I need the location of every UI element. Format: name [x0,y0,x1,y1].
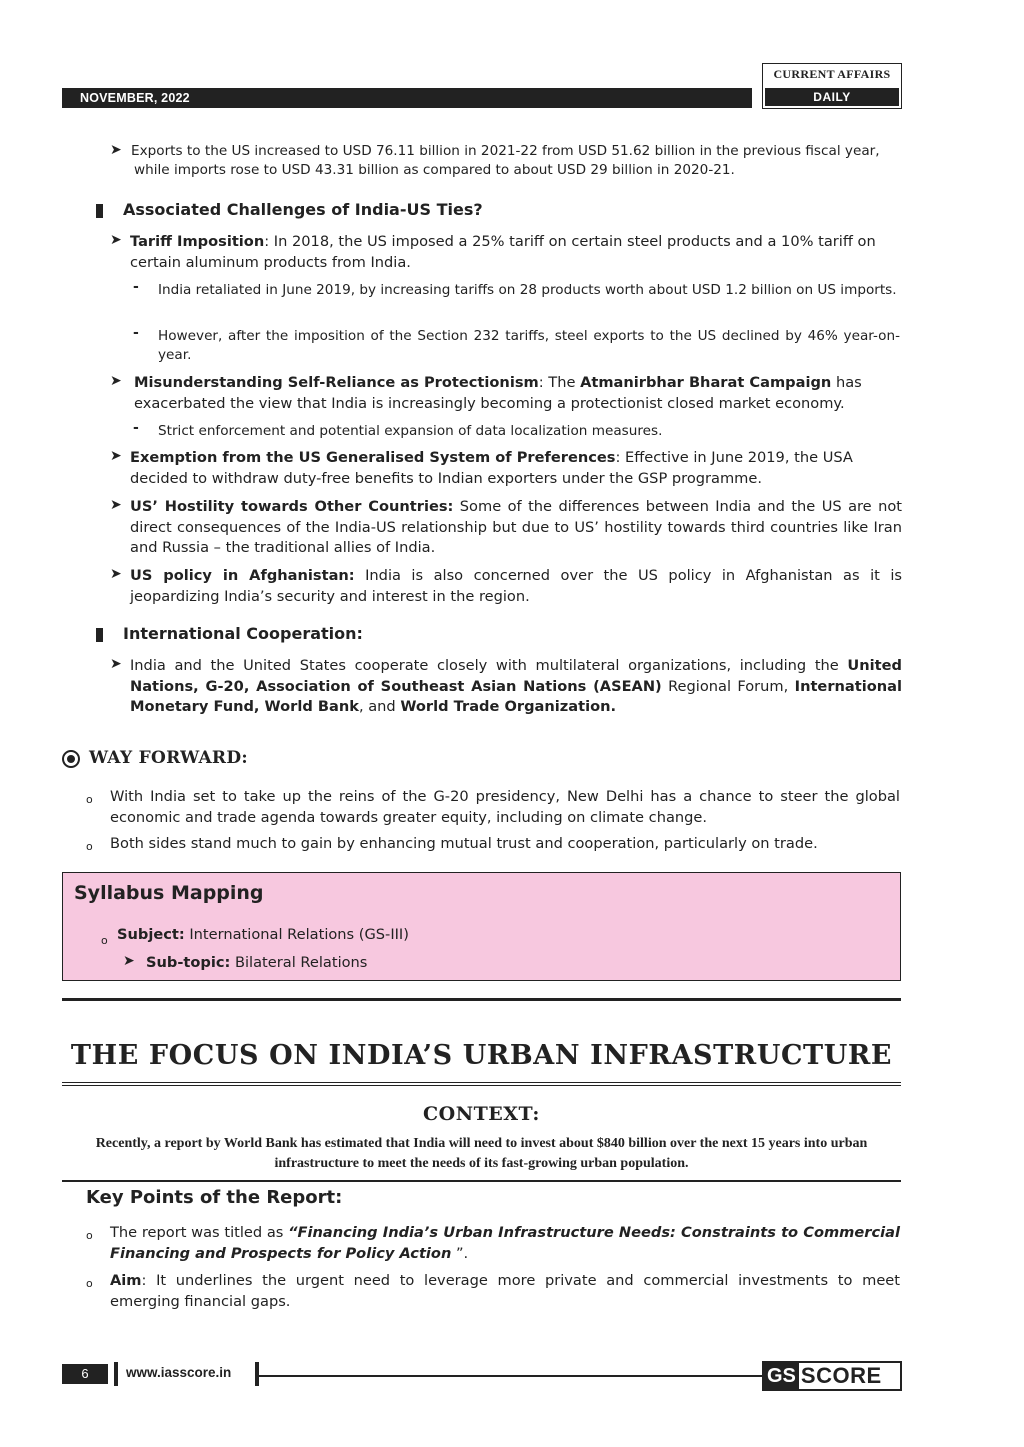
coop-orgs1: United Nations, G-20, Association of Southeast Asian Nations (ASEAN) [130,657,902,695]
cooperation-heading: International Cooperation: [123,624,363,643]
tariff-sub2: However, after the imposition of the Section 232 tariffs, steel exports to the US declined by 46% year-on-year. [158,328,900,363]
badge-line2: DAILY [765,88,899,106]
hostility-text: Some of the differences between India and the US are not direct consequences of the India-US relationship but due to US’ hostility towards third countries like Iran and Russia – the traditional allies of India. [130,498,902,556]
dash-bullet-icon: - [133,325,139,341]
misunderstanding-paragraph [134,373,902,414]
arrow-bullet-icon: ➤ [110,232,122,248]
coop-text1: India and the United States cooperate closely with multilateral organizations, including the [130,657,848,674]
tariff-sub1: India retaliated in June 2019, by increasing tariffs on 28 products worth about USD 1.2 billion on US imports. [158,282,897,298]
kp1-end: ”. [451,1244,469,1262]
kp1-text: The report was titled as [110,1224,289,1241]
afghanistan-paragraph [130,566,902,607]
footer-separator [114,1362,118,1386]
syllabus-mapping-box [62,872,901,981]
circle-bullet-icon: o [86,793,93,806]
dash-bullet-icon: - [133,279,139,295]
way-forward-title: WAY FORWARD: [89,748,248,768]
way-forward-bullet-1: With India set to take up the reins of the G-20 presidency, New Delhi has a chance to steer the global economic and trade agenda towards greater equity, including on climate change. [110,788,900,826]
dash-bullet-icon: - [133,420,139,436]
gsp-paragraph [130,448,902,489]
misunder-text: has exacerbated the view that India is increasingly becoming a protectionist closed market economy. [134,374,862,412]
footer-separator [255,1362,259,1386]
exports-text: Exports to the US increased to USD 76.11 billion in 2021-22 from USD 51.62 billion in the previous fiscal year, while imports rose to USD 43.31 billion as compared to about USD 29 billion in 2020-21. [131,143,880,178]
title-underline [62,1082,901,1083]
circle-bullet-icon: o [86,840,93,853]
challenges-heading: Associated Challenges of India-US Ties? [123,200,483,219]
misunder-mid: : The [538,374,581,391]
aim-text: : It underlines the urgent need to leverage more private and commercial investments to meet emerging financial gaps. [110,1272,900,1310]
misunder-label: Misunderstanding Self-Reliance as Protectionism [134,374,539,391]
website-link[interactable]: www.iasscore.in [126,1365,232,1380]
syllabus-subtopic [146,953,746,974]
circle-bullet-icon: o [101,934,108,947]
circle-bullet-icon: o [86,1229,93,1242]
subject-value: International Relations (GS-III) [184,926,409,943]
key-point-2 [110,1271,900,1312]
square-bullet-icon [96,204,103,218]
arrow-bullet-icon: ➤ [110,566,122,582]
hostility-label: US’ Hostility towards Other Countries: [130,498,454,515]
arrow-bullet-icon: ➤ [123,953,135,969]
target-icon [62,750,80,768]
aim-label: Aim [110,1272,142,1289]
circle-bullet-icon: o [86,1277,93,1290]
section-divider [62,998,901,1001]
syllabus-title: Syllabus Mapping [74,882,264,904]
arrow-bullet-icon: ➤ [110,373,122,389]
afg-label: US policy in Afghanistan: [130,567,355,584]
arrow-bullet-icon: ➤ [110,497,122,513]
subtopic-value: Bilateral Relations [230,954,368,971]
afg-text: India is also concerned over the US policy in Afghanistan as it is jeopardizing India’s security and interest in the region. [130,567,902,605]
context-text: Recently, a report by World Bank has estimated that India will need to invest about $840 billion over the next 15 years into urban infrastructure to meet the needs of its fast-growing urban population. [95,1136,868,1171]
arrow-bullet-icon: ➤ [110,656,122,672]
page-number: 6 [62,1364,108,1384]
report-title: “Financing India’s Urban Infrastructure Needs: Constraints to Commercial Financing and Prospects for Policy Action [110,1224,900,1262]
gsscore-logo [762,1361,902,1391]
coop-orgs2: International Monetary Fund, World Bank [130,677,903,715]
tariff-text: : In 2018, the US imposed a 25% tariff on certain steel products and a 10% tariff on certain aluminum products from India. [130,233,876,271]
cooperation-paragraph [130,656,902,718]
coop-text2: Regional Forum, [661,677,795,695]
way-forward-bullet-2: Both sides stand much to gain by enhancing mutual trust and cooperation, particularly on trade. [110,835,818,852]
coop-orgs3: World Trade Organization. [400,698,617,715]
atmanirbhar-label: Atmanirbhar Bharat Campaign [580,374,832,391]
gsp-text: : Effective in June 2019, the USA decided to withdraw duty-free benefits to Indian exporters under the GSP programme. [130,449,853,487]
logo-score: SCORE [800,1363,882,1388]
title-underline [62,1085,901,1086]
square-bullet-icon [96,628,103,642]
syllabus-subject [117,925,817,946]
current-affairs-badge [762,63,902,109]
tariff-paragraph [130,232,902,273]
logo-gs: GS [764,1363,799,1389]
arrow-bullet-icon: ➤ [110,448,122,464]
tariff-label: Tariff Imposition [130,233,265,250]
misunder-sub1: Strict enforcement and potential expansion of data localization measures. [158,423,663,439]
subject-label: Subject: [117,926,185,943]
article-title: THE FOCUS ON INDIA’S URBAN INFRASTRUCTURE [70,1040,893,1071]
coop-text3: , and [358,698,401,715]
subtopic-label: Sub-topic: [146,954,231,971]
badge-line1: CURRENT AFFAIRS [773,67,891,81]
footer-line [259,1375,762,1377]
key-point-1 [110,1223,900,1264]
issue-date: NOVEMBER, 2022 [80,91,190,105]
context-title: CONTEXT: [423,1103,540,1125]
hostility-paragraph [130,497,902,559]
context-divider [62,1180,901,1182]
arrow-bullet-icon: ➤ [110,142,122,158]
key-points-title: Key Points of the Report: [86,1187,343,1208]
gsp-label: Exemption from the US Generalised System of Preferences [130,449,616,466]
